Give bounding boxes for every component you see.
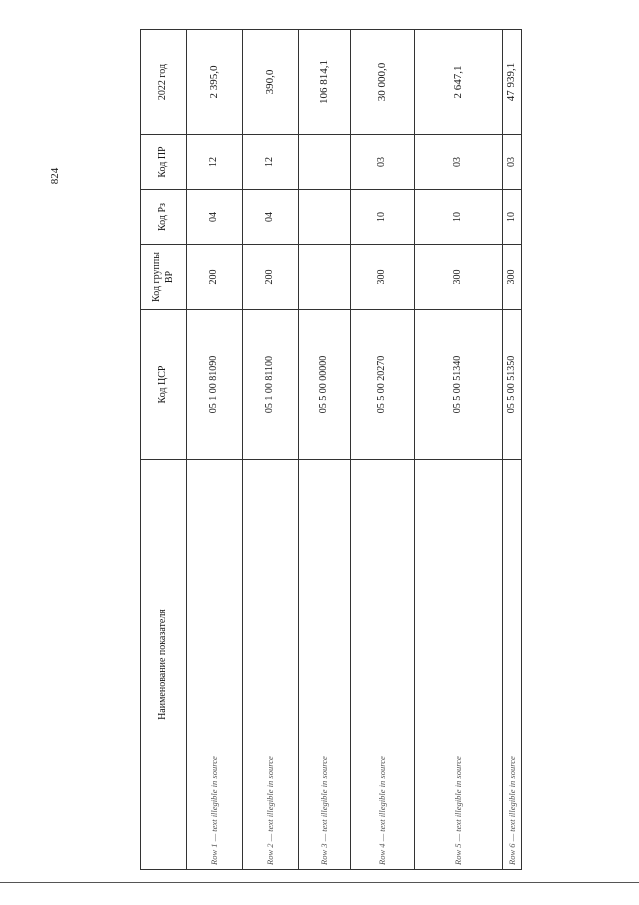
row-csr: 05 5 00 00000 [299,310,351,460]
header-year: 2022 год [141,30,187,135]
row-csr: 05 5 00 51350 [503,310,522,460]
row-rz [299,190,351,245]
row-value: 106 814,1 [299,30,351,135]
header-rz: Код Рз [141,190,187,245]
row-value: 47 939,1 [503,30,522,135]
row-pr: 12 [243,135,299,190]
row-vr: 300 [351,245,415,310]
row-rz: 10 [351,190,415,245]
row-name: Row 1 — text illegible in source [187,460,243,870]
row-pr: 12 [187,135,243,190]
row-csr: 05 1 00 81100 [243,310,299,460]
table-row [187,30,243,870]
row-pr: 03 [351,135,415,190]
row-name: Row 4 — text illegible in source [351,460,415,870]
row-rz: 04 [243,190,299,245]
table-row [415,30,503,870]
row-name: Row 5 — text illegible in source [415,460,503,870]
row-pr: 03 [415,135,503,190]
page-number: 824 [49,167,61,185]
row-csr: 05 1 00 81090 [187,310,243,460]
rotated-table-container [140,30,520,870]
row-value: 390,0 [243,30,299,135]
row-csr: 05 5 00 20270 [351,310,415,460]
table-row [503,30,522,870]
row-name: Row 3 — text illegible in source [299,460,351,870]
bottom-rule [0,882,639,883]
header-vr: Код группы ВР [141,245,187,310]
row-rz: 04 [187,190,243,245]
row-value: 30 000,0 [351,30,415,135]
row-value: 2 395,0 [187,30,243,135]
budget-table [140,29,522,870]
row-name: Row 6 — text illegible in source [503,460,522,870]
row-vr: 200 [187,245,243,310]
table-header-row [141,30,187,870]
header-csr: Код ЦСР [141,310,187,460]
table-row [299,30,351,870]
row-vr [299,245,351,310]
row-rz: 10 [415,190,503,245]
row-pr [299,135,351,190]
row-name: Row 2 — text illegible in source [243,460,299,870]
row-rz: 10 [503,190,522,245]
row-pr: 03 [503,135,522,190]
row-value: 2 647,1 [415,30,503,135]
row-vr: 300 [503,245,522,310]
row-vr: 300 [415,245,503,310]
table-row [243,30,299,870]
row-csr: 05 5 00 51340 [415,310,503,460]
header-pr: Код ПР [141,135,187,190]
header-name: Наименование показателя [141,460,187,870]
table-row [351,30,415,870]
row-vr: 200 [243,245,299,310]
